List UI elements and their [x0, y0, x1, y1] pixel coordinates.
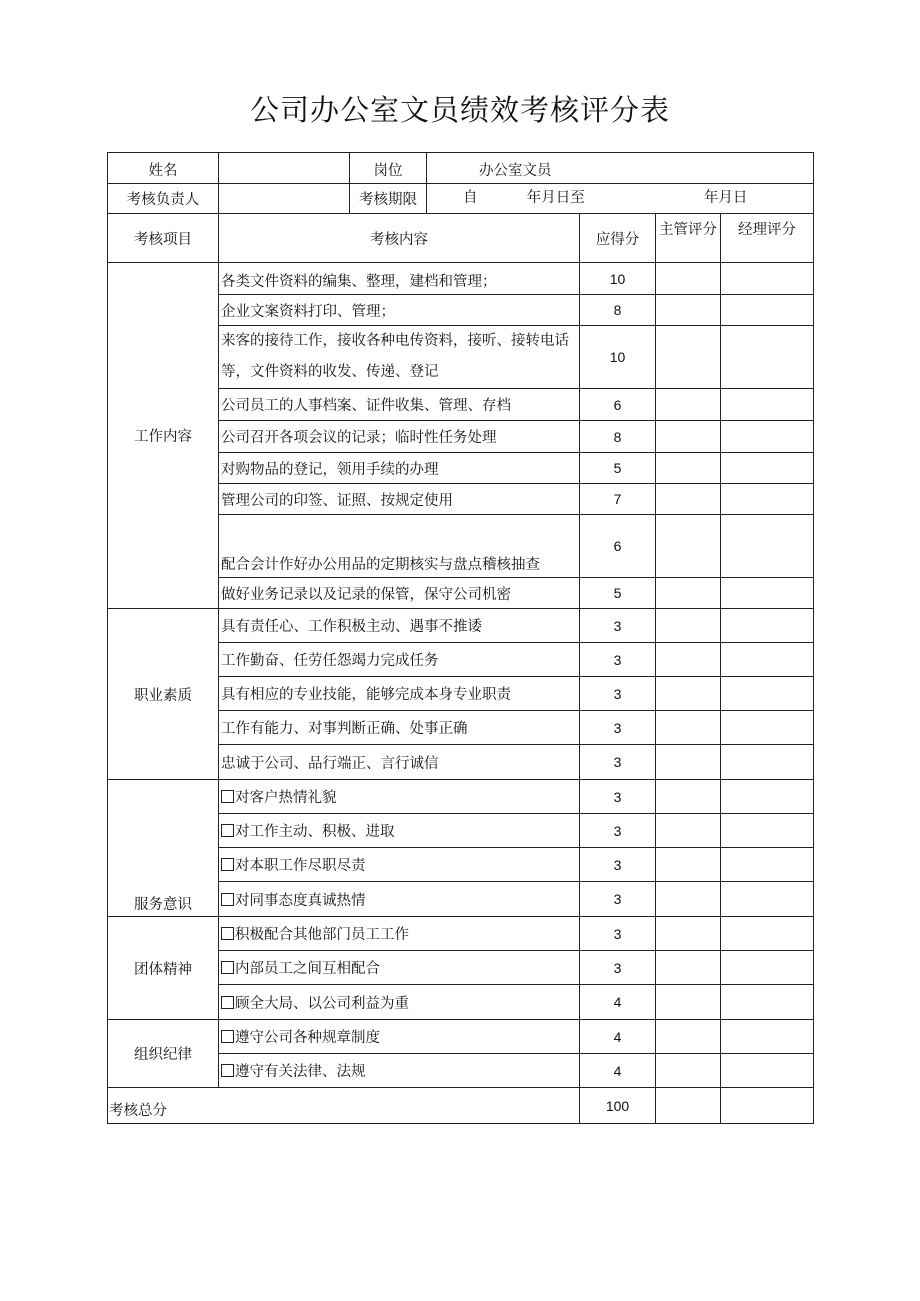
- item-content: [219, 917, 580, 951]
- manager-score-cell[interactable]: [721, 985, 814, 1020]
- table-row: [108, 263, 814, 295]
- period-from: 自: [463, 190, 478, 206]
- supervisor-score-cell[interactable]: [656, 453, 721, 484]
- item-score: 3: [580, 848, 656, 882]
- item-content: 来客的接待工作，接收各种电传资料，接听、接转电话等，文件资料的收发、传递、登记: [219, 326, 580, 389]
- supervisor-score-cell[interactable]: [656, 882, 721, 917]
- manager-score-cell[interactable]: [721, 1020, 814, 1054]
- name-label: 姓名: [108, 153, 219, 184]
- supervisor-score-cell[interactable]: [656, 917, 721, 951]
- item-content: [219, 848, 580, 882]
- supervisor-score-cell[interactable]: [656, 1020, 721, 1054]
- header-content: 考核内容: [219, 214, 580, 263]
- item-content: 忠诚于公司、品行端正、言行诚信: [219, 745, 580, 780]
- manager-score-cell[interactable]: [721, 421, 814, 453]
- manager-score-cell[interactable]: [721, 882, 814, 917]
- item-content: 配合会计作好办公用品的定期核实与盘点稽核抽查: [219, 515, 580, 578]
- item-text: 遵守有关法律、法规: [235, 1064, 366, 1080]
- manager-score-cell[interactable]: [721, 1054, 814, 1088]
- total-label: 考核总分: [108, 1088, 580, 1124]
- header-score: 应得分: [580, 214, 656, 263]
- item-score: 3: [580, 609, 656, 643]
- item-content: [219, 1054, 580, 1088]
- supervisor-total-cell[interactable]: [656, 1088, 721, 1124]
- item-score: 10: [580, 263, 656, 295]
- manager-score-cell[interactable]: [721, 326, 814, 389]
- table-header-row: [108, 214, 814, 263]
- supervisor-score-cell[interactable]: [656, 985, 721, 1020]
- supervisor-score-cell[interactable]: [656, 1054, 721, 1088]
- item-content: 工作勤奋、任劳任怨竭力完成任务: [219, 643, 580, 677]
- header-supervisor: 主管评分: [656, 214, 721, 263]
- manager-score-cell[interactable]: [721, 848, 814, 882]
- supervisor-score-cell[interactable]: [656, 421, 721, 453]
- header-manager: 经理评分: [721, 214, 814, 263]
- checkbox-icon[interactable]: [221, 1030, 234, 1043]
- manager-score-cell[interactable]: [721, 745, 814, 780]
- item-content: 工作有能力、对事判断正确、处事正确: [219, 711, 580, 745]
- item-text: 顾全大局、以公司利益为重: [235, 995, 409, 1012]
- item-score: 5: [580, 453, 656, 484]
- item-score: 3: [580, 643, 656, 677]
- item-score: 3: [580, 780, 656, 814]
- item-content: [219, 951, 580, 985]
- table-row: [108, 609, 814, 643]
- item-score: 7: [580, 484, 656, 515]
- info-row-assessor: [108, 184, 814, 214]
- position-value[interactable]: 办公室文员: [427, 153, 814, 184]
- manager-score-cell[interactable]: [721, 711, 814, 745]
- item-score: 3: [580, 745, 656, 780]
- item-score: 5: [580, 578, 656, 609]
- item-score: 8: [580, 421, 656, 453]
- manager-score-cell[interactable]: [721, 917, 814, 951]
- manager-score-cell[interactable]: [721, 263, 814, 295]
- checkbox-icon[interactable]: [221, 858, 234, 871]
- supervisor-score-cell[interactable]: [656, 745, 721, 780]
- checkbox-icon[interactable]: [221, 790, 234, 803]
- supervisor-score-cell[interactable]: [656, 711, 721, 745]
- period-label: 考核期限: [350, 184, 427, 214]
- name-field[interactable]: [219, 153, 350, 184]
- assessment-table: [107, 152, 814, 1124]
- item-score: 3: [580, 814, 656, 848]
- item-score: 4: [580, 1020, 656, 1054]
- period-end: 年月日: [703, 190, 748, 206]
- item-score: 3: [580, 917, 656, 951]
- item-content: [219, 814, 580, 848]
- table-row: [108, 1020, 814, 1054]
- manager-score-cell[interactable]: [721, 643, 814, 677]
- total-row: [108, 1088, 814, 1124]
- manager-score-cell[interactable]: [721, 515, 814, 578]
- item-text: 内部员工之间互相配合: [235, 961, 380, 977]
- checkbox-icon[interactable]: [221, 893, 234, 906]
- item-content: 对购物品的登记，领用手续的办理: [219, 453, 580, 484]
- checkbox-icon[interactable]: [221, 996, 234, 1009]
- item-content: [219, 1020, 580, 1054]
- manager-score-cell[interactable]: [721, 484, 814, 515]
- supervisor-score-cell[interactable]: [656, 263, 721, 295]
- item-content: 企业文案资料打印、管理；: [219, 295, 580, 326]
- period-field[interactable]: [427, 184, 814, 214]
- table-row: [108, 917, 814, 951]
- info-row-name: [108, 153, 814, 184]
- supervisor-score-cell[interactable]: [656, 848, 721, 882]
- item-score: 4: [580, 1054, 656, 1088]
- manager-score-cell[interactable]: [721, 677, 814, 711]
- checkbox-icon[interactable]: [221, 1064, 234, 1077]
- item-text: 对客户热情礼貌: [235, 790, 337, 806]
- section-discipline: 组织纪律: [108, 1020, 219, 1088]
- manager-total-cell[interactable]: [721, 1088, 814, 1124]
- supervisor-score-cell[interactable]: [656, 389, 721, 421]
- section-professional-quality: 职业素质: [108, 609, 219, 780]
- item-text: 遵守公司各种规章制度: [235, 1030, 380, 1046]
- item-content: 管理公司的印签、证照、按规定使用: [219, 484, 580, 515]
- item-score: 3: [580, 677, 656, 711]
- assessor-field[interactable]: [219, 184, 350, 214]
- supervisor-score-cell[interactable]: [656, 609, 721, 643]
- item-text: 对工作主动、积极、进取: [235, 824, 395, 840]
- supervisor-score-cell[interactable]: [656, 643, 721, 677]
- item-text: 对本职工作尽职尽责: [235, 858, 366, 874]
- item-content: 具有责任心、工作积极主动、遇事不推诿: [219, 609, 580, 643]
- section-work-content: 工作内容: [108, 263, 219, 609]
- manager-score-cell[interactable]: [721, 295, 814, 326]
- period-mid: 年月日至: [526, 190, 585, 206]
- item-content: 做好业务记录以及记录的保管，保守公司机密: [219, 578, 580, 609]
- supervisor-score-cell[interactable]: [656, 951, 721, 985]
- item-content: 各类文件资料的编集、整理，建档和管理；: [219, 263, 580, 295]
- position-label: 岗位: [350, 153, 427, 184]
- manager-score-cell[interactable]: [721, 578, 814, 609]
- supervisor-score-cell[interactable]: [656, 578, 721, 609]
- item-score: 6: [580, 515, 656, 578]
- item-content: 公司员工的人事档案、证件收集、管理、存档: [219, 389, 580, 421]
- item-content: [219, 985, 580, 1020]
- item-content: [219, 882, 580, 917]
- supervisor-score-cell[interactable]: [656, 780, 721, 814]
- assessor-label: 考核负责人: [108, 184, 219, 214]
- item-score: 3: [580, 951, 656, 985]
- item-score: 6: [580, 389, 656, 421]
- item-score: 3: [580, 711, 656, 745]
- total-score: 100: [580, 1088, 656, 1124]
- manager-score-cell[interactable]: [721, 609, 814, 643]
- supervisor-score-cell[interactable]: [656, 326, 721, 389]
- item-content: 具有相应的专业技能，能够完成本身专业职责: [219, 677, 580, 711]
- supervisor-score-cell[interactable]: [656, 484, 721, 515]
- supervisor-score-cell[interactable]: [656, 677, 721, 711]
- item-content: 公司召开各项会议的记录；临时性任务处理: [219, 421, 580, 453]
- item-text: 对同事态度真诚热情: [235, 892, 366, 909]
- checkbox-icon[interactable]: [221, 961, 234, 974]
- section-service-awareness: 服务意识: [108, 780, 219, 917]
- table-row: [108, 780, 814, 814]
- item-score: 8: [580, 295, 656, 326]
- item-text: 积极配合其他部门员工工作: [235, 927, 409, 943]
- item-score: 10: [580, 326, 656, 389]
- item-score: 3: [580, 882, 656, 917]
- manager-score-cell[interactable]: [721, 389, 814, 421]
- manager-score-cell[interactable]: [721, 453, 814, 484]
- item-score: 4: [580, 985, 656, 1020]
- checkbox-icon[interactable]: [221, 824, 234, 837]
- section-team-spirit: 团体精神: [108, 917, 219, 1020]
- supervisor-score-cell[interactable]: [656, 295, 721, 326]
- header-item: 考核项目: [108, 214, 219, 263]
- page-title: 公司办公室文员绩效考核评分表: [249, 93, 670, 127]
- checkbox-icon[interactable]: [221, 927, 234, 940]
- manager-score-cell[interactable]: [721, 780, 814, 814]
- supervisor-score-cell[interactable]: [656, 814, 721, 848]
- supervisor-score-cell[interactable]: [656, 515, 721, 578]
- manager-score-cell[interactable]: [721, 951, 814, 985]
- item-content: [219, 780, 580, 814]
- manager-score-cell[interactable]: [721, 814, 814, 848]
